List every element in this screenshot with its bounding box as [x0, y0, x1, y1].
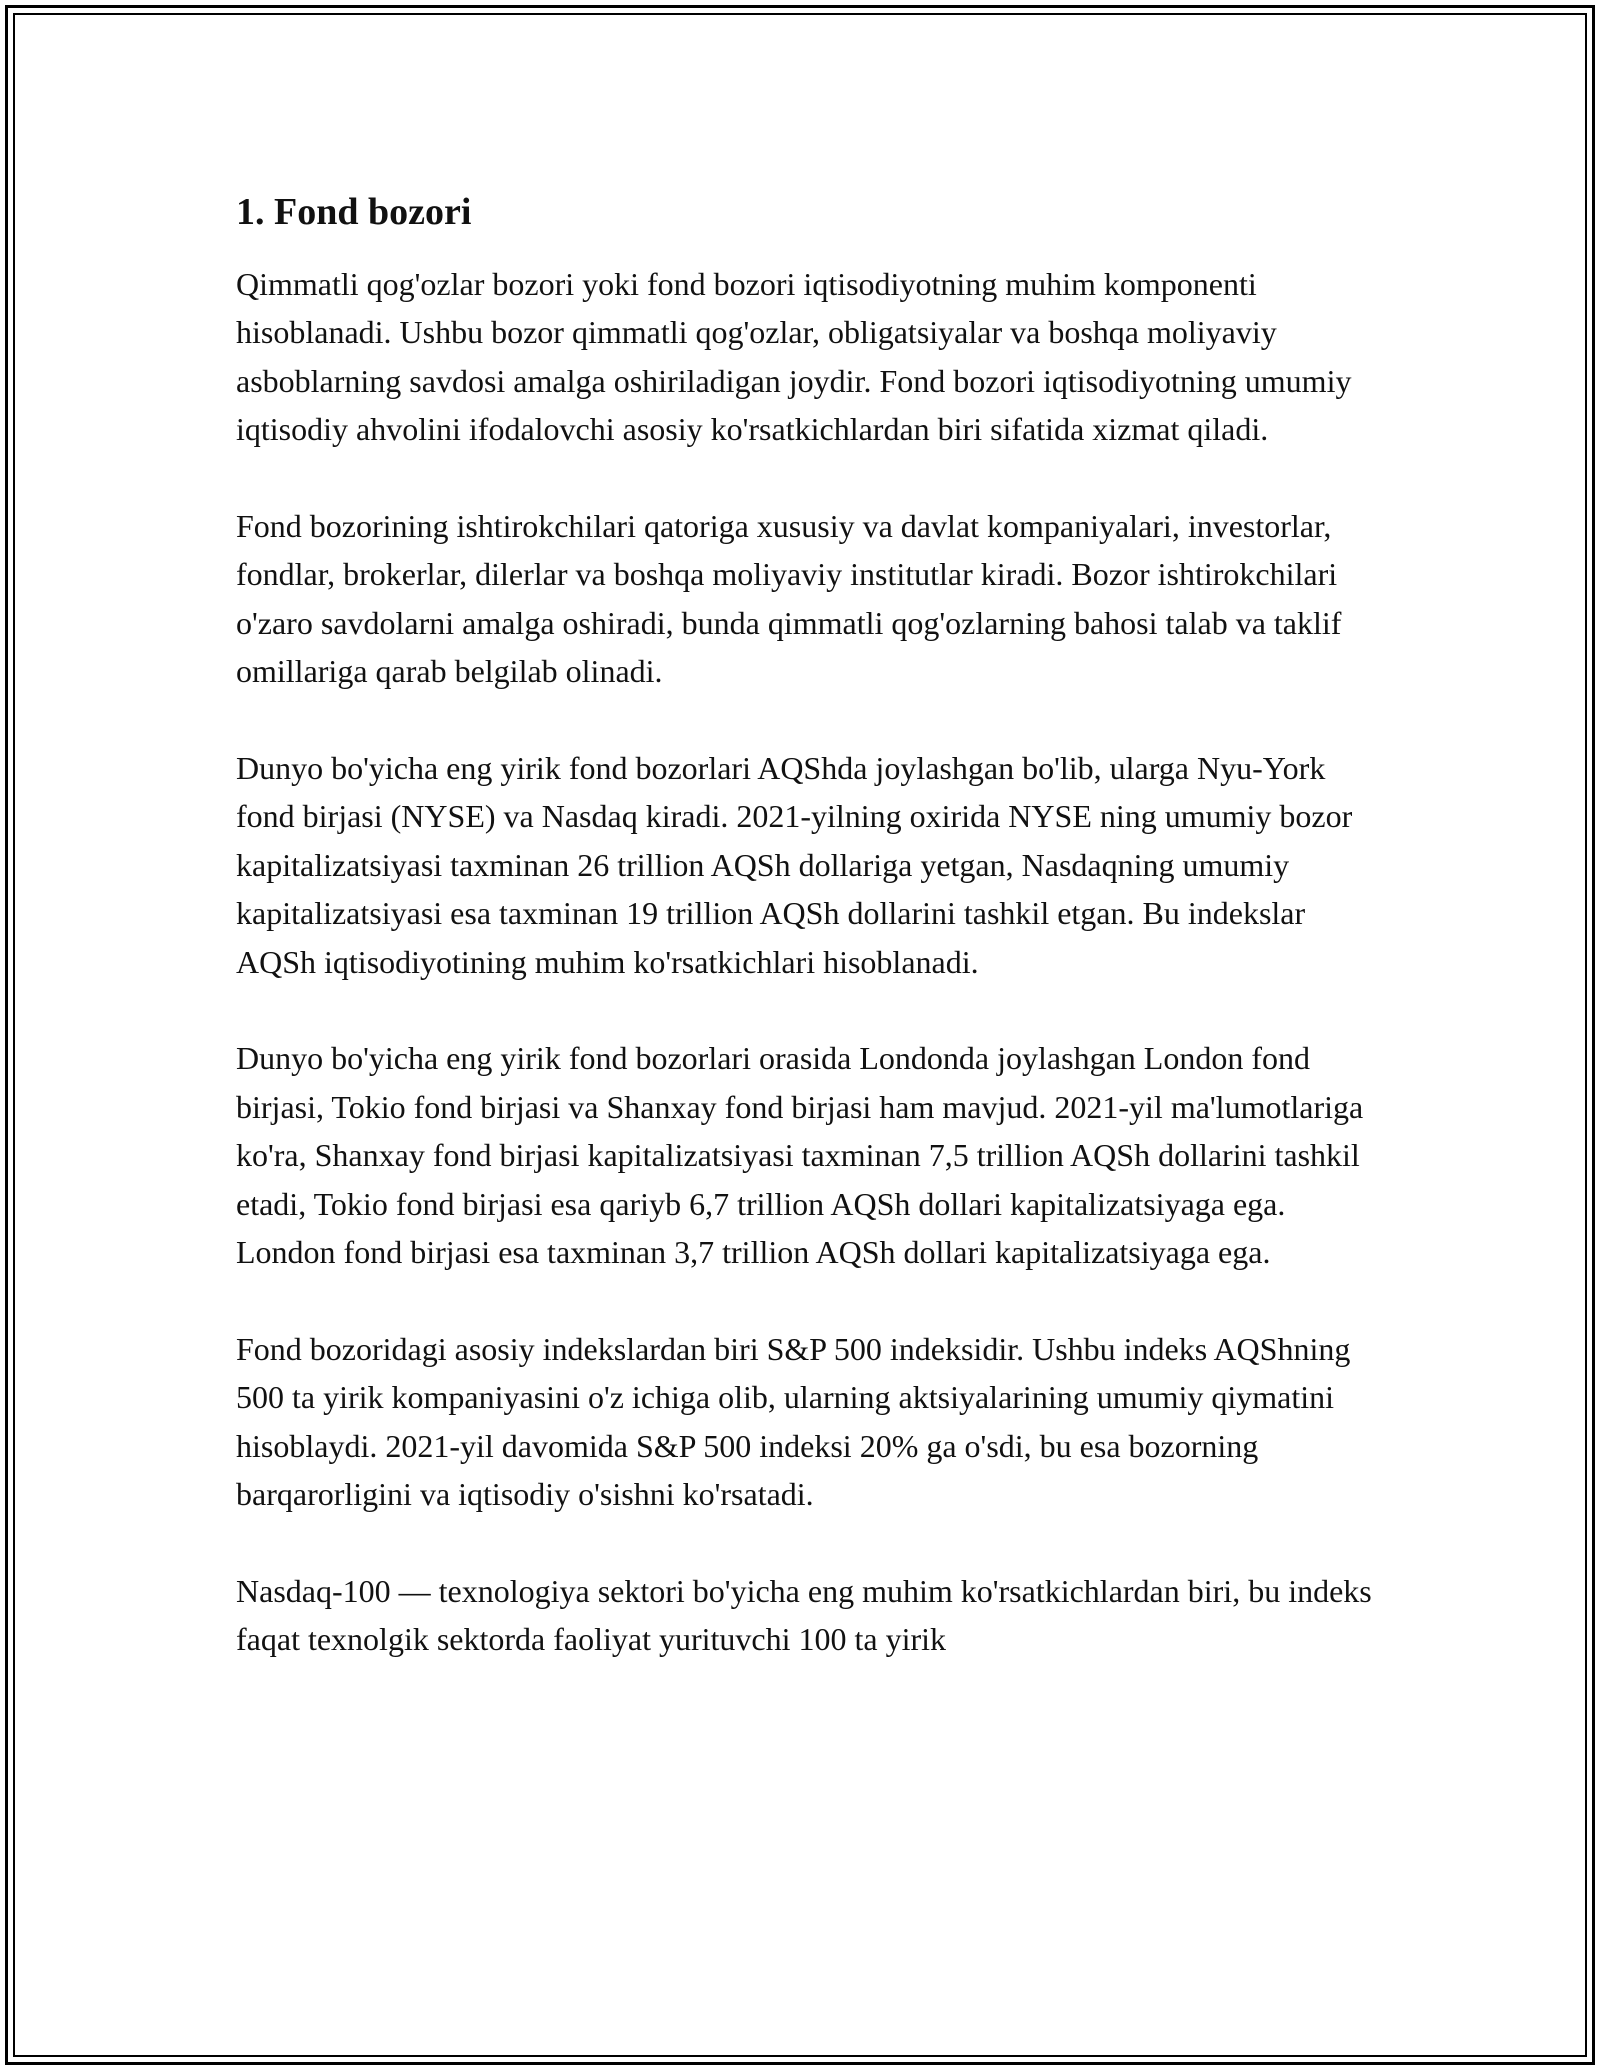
paragraph-4: Dunyo bo'yicha eng yirik fond bozorlari orasida Londonda joylashgan London fond birjasi, Tokio fond birjasi va Shanxay fond birjasi ham mavjud. 2021-yil ma'lumotlariga ko'ra, Shanxay fond birjasi kapitalizatsiyasi taxminan 7,5 trillion AQSh dollarini tashkil etadi, Tokio fond birjasi esa qariyb 6,7 trillion AQSh dollari kapitalizatsiyaga ega. London fond birjasi esa taxminan 3,7 trillion AQSh dollari kapitalizatsiyaga ega.: [236, 1040, 1364, 1271]
paragraph-1: Qimmatli qog'ozlar bozori yoki fond bozori iqtisodiyotning muhim komponenti hisoblanadi. Ushbu bozor qimmatli qog'ozlar, obligatsiyalar va boshqa moliyaviy asboblarning savdosi amalga oshiriladigan joydir. Fond bozori iqtisodiyotning umumiy iqtisodiy ahvolini ifodalovchi asosiy ko'rsatkichlardan biri sifatida xizmat qiladi.: [236, 266, 1352, 448]
paragraph-2: Fond bozorining ishtirokchilari qatoriga xususiy va davlat kompaniyalari, investorlar, fondlar, brokerlar, dilerlar va boshqa moliyaviy institutlar kiradi. Bozor ishtirokchilari o'zaro savdolarni amalga oshiradi, bunda qimmatli qog'ozlarning bahosi talab va taklif omillariga qarab belgilab olinadi.: [236, 508, 1342, 690]
document-body: [236, 186, 1376, 1712]
paragraph-6: Nasdaq-100 — texnologiya sektori bo'yicha eng muhim ko'rsatkichlardan biri, bu indeks faqat texnolgik sektorda faoliyat yurituvchi 100 ta yirik: [236, 1572, 1372, 1658]
section-heading: 1. Fond bozori: [236, 191, 472, 233]
paragraph-3: Dunyo bo'yicha eng yirik fond bozorlari AQShda joylashgan bo'lib, ularga Nyu-York fond birjasi (NYSE) va Nasdaq kiradi. 2021-yilning oxirida NYSE ning umumiy bozor kapitalizatsiyasi taxminan 26 trillion AQSh dollariga yetgan, Nasdaqning umumiy kapitalizatsiyasi esa taxminan 19 trillion AQSh dollarini tashkil etgan. Bu indekslar AQSh iqtisodiyotining muhim ko'rsatkichlari hisoblanadi.: [236, 750, 1353, 980]
paragraph-5: Fond bozoridagi asosiy indekslardan biri S&P 500 indeksidir. Ushbu indeks AQShning 500 ta yirik kompaniyasini o'z ichiga olib, ularning aktsiyalarining umumiy qiymatini hisoblaydi. 2021-yil davomida S&P 500 indeksi 20% ga o'sdi, bu esa bozorning barqarorligini va iqtisodiy o'sishni ko'rsatadi.: [236, 1330, 1351, 1513]
